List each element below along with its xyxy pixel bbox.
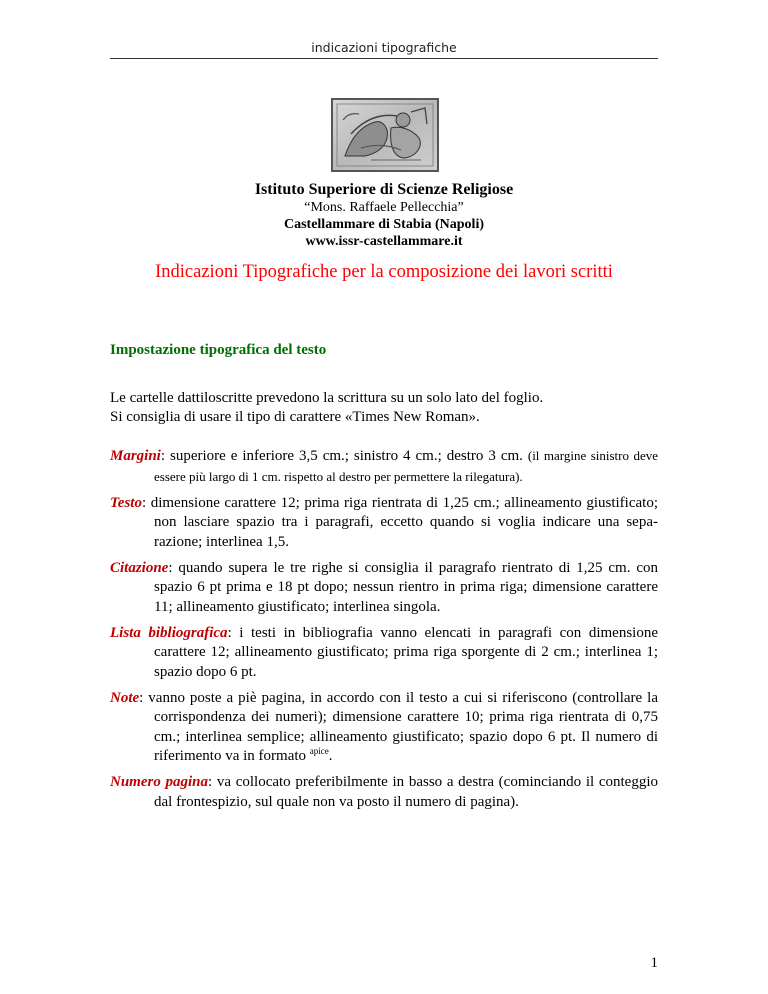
rule-citazione [110, 559, 658, 618]
rule-text: : va collocato preferibilmente in basso a destra (cominciando il conteggio dal frontespizio, sul quale non va posto il numero di pagina). [154, 774, 658, 810]
institute-website: www.issr-castellammare.it [305, 234, 463, 249]
intro-line: Si consiglia di usare il tipo di carattere «Times New Roman». [110, 409, 480, 425]
rule-note: (il margine sinistro deve essere più largo di 1 cm. rispetto al destro per permettere la rilegatura). [154, 448, 658, 484]
intro-line: Le cartelle dattiloscritte prevedono la scrittura su un solo lato del foglio. [110, 390, 544, 406]
rule-term: Lista bibliografica [110, 624, 228, 641]
rule-term: Note [110, 689, 140, 706]
institute-block [110, 180, 658, 250]
institute-dedication: “Mons. Raffaele Pellecchia” [304, 200, 464, 215]
rule-lista-bibliografica [110, 624, 658, 683]
document-title: Indicazioni Tipografiche per la composizione dei lavori scritti [155, 262, 613, 282]
rule-term: Margini [110, 448, 161, 464]
rule-superscript: apice [309, 746, 329, 756]
rule-end: . [328, 748, 333, 764]
rule-term: Numero pagina [110, 774, 209, 790]
rule-testo [110, 494, 658, 553]
rule-term: Testo [110, 494, 142, 511]
rule-note [110, 689, 658, 767]
page-number: 1 [650, 955, 658, 971]
rule-term: Citazione [110, 559, 169, 576]
rule-text: : superiore e inferiore 3,5 cm.; sinistro 4 cm.; destro 3 cm. [160, 448, 528, 464]
institute-location: Castellammare di Stabia (Napoli) [283, 217, 484, 232]
typography-rules [110, 446, 658, 819]
institute-name: Istituto Superiore di Scienze Religiose [254, 181, 514, 198]
rule-text: : vanno poste a piè pagina, in accordo con il testo a cui si riferiscono (controllare la corrispondenza dei numeri); dimensione carattere 10; prima riga rientrata di 0,75 cm.; interlinea semplice; allineamento giustificato; spazio dopo 6 pt. Il numero di riferimento va in formato [139, 689, 658, 764]
rule-margini [110, 446, 658, 487]
running-header: indicazioni tipografiche [311, 40, 457, 55]
rule-numero-pagina [110, 773, 658, 812]
rule-text: : i testi in bibliografia vanno elencati in paragrafi con dimensione carattere 12; allineamento giustificato; prima riga sporgente di 2 cm.; interlinea 1; spazio dopo 6 pt. [154, 624, 659, 680]
section-heading: Impostazione tipografica del testo [110, 342, 327, 358]
rule-text: : dimensione carattere 12; prima riga rientrata di 1,25 cm.; allineamento giustificato; non lasciare spazio tra i paragrafi, eccetto quando si voglia indicare una separazione; interlinea 1,5. [141, 494, 658, 550]
institute-logo-relief [331, 98, 439, 172]
intro-paragraphs [110, 389, 658, 427]
header-divider [110, 58, 658, 59]
rule-text: : quando supera le tre righe si consiglia il paragrafo rientrato di 1,25 cm. con spazio 6 pt prima e 18 pt dopo; nessun rientro in prima riga; dimensione carattere 11; allineamento giustificato; interlinea singola. [154, 559, 658, 615]
